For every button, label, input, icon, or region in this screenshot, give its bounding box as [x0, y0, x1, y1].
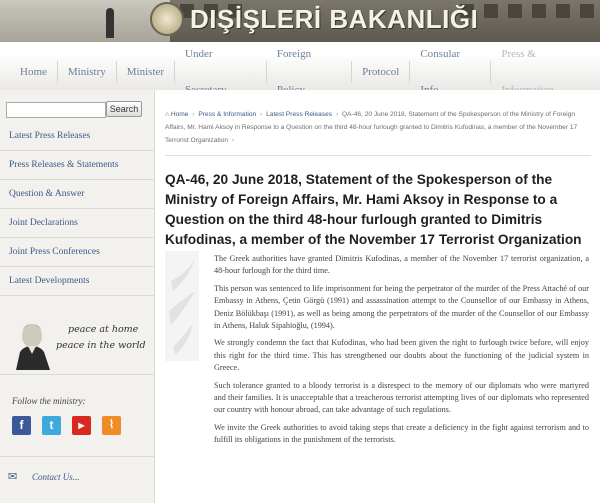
peace-in-the-world-text: peace in the world: [56, 340, 146, 351]
chevron-right-icon: ›: [192, 111, 195, 118]
sidebar-item-joint-declarations[interactable]: Joint Declarations: [0, 209, 154, 238]
nav-under-secretary[interactable]: Under: [185, 48, 213, 60]
youtube-icon[interactable]: ▶: [72, 416, 91, 435]
article-paragraph: The Greek authorities have granted Dimitris Kufodinas, a member of the November 17 terrorist organization, a 48-hour furlough for the third time.: [214, 254, 589, 276]
peace-at-home-text: peace at home: [68, 324, 139, 335]
article-body: [214, 253, 589, 452]
breadcrumb-home[interactable]: Home: [170, 111, 189, 118]
ataturk-portrait-icon: [6, 316, 62, 370]
chevron-right-icon: ›: [231, 137, 235, 144]
nav-ministry[interactable]: Ministry: [67, 66, 106, 78]
ministry-emblem-icon: [150, 2, 184, 36]
breadcrumb-press-information[interactable]: Press & Information: [198, 111, 257, 118]
article-paragraph: This person was sentenced to life imprisonment for being the perpetrator of the murder of the Press Attaché of our Embassy in Athens, Çetin Görgü (1991) and assassination attempt to the Counsellor of our Embassy in Athens, Deniz Bölükbaşı (1991), as well as being among the perpetrators of the murder of the Counsellor of our Embassy in Athens, Haluk Sipahioğlu, (1994).: [214, 283, 589, 331]
contact-section[interactable]: [0, 456, 154, 502]
divider: [165, 155, 591, 156]
peace-banner[interactable]: [0, 310, 154, 375]
nav-press-information[interactable]: Press &: [501, 48, 536, 60]
sidebar: [0, 90, 155, 503]
breadcrumb-latest-press-releases[interactable]: Latest Press Releases: [266, 111, 333, 118]
sidebar-menu: [0, 122, 154, 296]
site-title: DIŞİŞLERİ BAKANLIĞI: [190, 4, 479, 34]
envelope-icon: ✉: [8, 470, 18, 483]
search-input[interactable]: [6, 102, 106, 118]
page-title: QA-46, 20 June 2018, Statement of the Spokesperson of the Ministry of Foreign Affairs, Mr. Hami Aksoy in Response to a Question on the third 48-hour furlough granted to Dimitris Kufodinas, a member of the November 17 Terrorist Organization: [165, 172, 582, 247]
article-paragraph: Such tolerance granted to a bloody terrorist is a disrespect to the memory of our diplomats who were martyred and their families. It is unacceptable that a treacherous terrorist attempting lives of our diplomats who represented our country with honour abroad, can take advantage of such regulations.: [214, 380, 589, 415]
nav-protocol[interactable]: Protocol: [362, 66, 400, 78]
breadcrumb: [165, 108, 591, 147]
main-content: [155, 90, 600, 503]
sidebar-item-joint-press-conferences[interactable]: Joint Press Conferences: [0, 238, 154, 267]
breadcrumb-current: QA-46, 20 June 2018, Statement of the Spokesperson of the Ministry of Foreign Affairs, Mr. Hami Aksoy in Response to a Question on the third 48-hour furlough granted to Dimitris Kufodinas, a member of the November 17 Terrorist Organization: [165, 111, 578, 144]
follow-ministry-label: Follow the ministry:: [12, 396, 86, 406]
sidebar-item-press-releases-statements[interactable]: Press Releases & Statements: [0, 151, 154, 180]
crescent-watermark-icon: [165, 251, 199, 361]
article-paragraph: We strongly condemn the fact that Kufodinas, who had been given the right to furlough twice before, will enjoy this right for the third time. This has strengthened our doubts about the functioning of the judicial system in Greece.: [214, 338, 589, 373]
nav-minister[interactable]: Minister: [126, 66, 165, 78]
nav-foreign-policy[interactable]: Foreign: [276, 48, 312, 60]
twitter-icon[interactable]: t: [42, 416, 61, 435]
nav-consular-info[interactable]: Consular: [420, 48, 461, 60]
rss-icon[interactable]: ⌇: [102, 416, 121, 435]
facebook-icon[interactable]: f: [12, 416, 31, 435]
banner-person: [106, 8, 114, 38]
sidebar-item-latest-press-releases[interactable]: Latest Press Releases: [0, 122, 154, 151]
home-icon: ⌂: [165, 111, 169, 118]
nav-home[interactable]: Home: [20, 66, 47, 78]
sidebar-item-latest-developments[interactable]: Latest Developments: [0, 267, 154, 296]
main-nav: [0, 48, 600, 91]
chevron-right-icon: ›: [335, 111, 339, 118]
banner-sky: [0, 0, 170, 42]
chevron-right-icon: ›: [260, 111, 263, 118]
sidebar-item-question-answer[interactable]: Question & Answer: [0, 180, 154, 209]
search-button[interactable]: Search: [106, 101, 142, 117]
contact-us-link[interactable]: Contact Us...: [32, 472, 80, 482]
article-paragraph: We invite the Greek authorities to avoid taking steps that create a deficiency in the fight against terrorism and to fulfill its obligations in the punishment of the terrorists.: [214, 422, 589, 445]
